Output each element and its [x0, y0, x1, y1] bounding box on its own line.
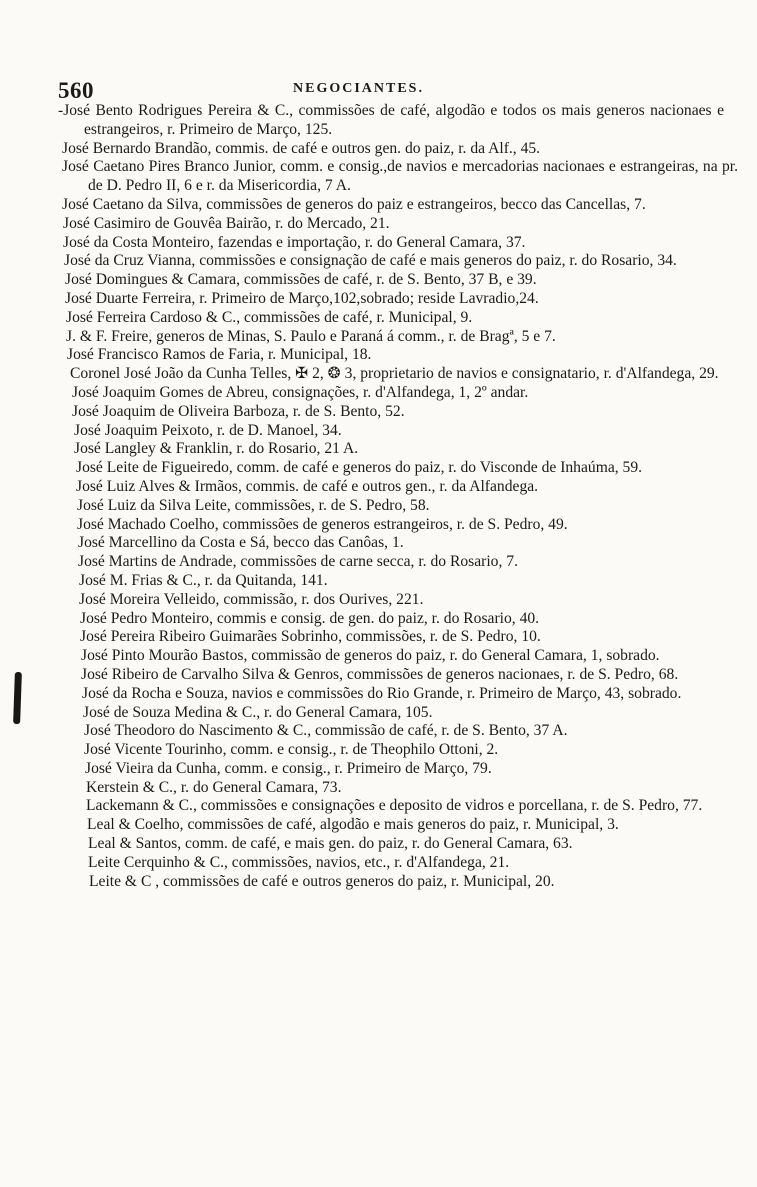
list-item: José da Cruz Vianna, commissões e consignação de café e mais generos do paiz, r. do Rosario, 34.: [64, 252, 677, 270]
list-item: José Machado Coelho, commissões de generos estrangeiros, r. de S. Pedro, 49.: [77, 515, 568, 533]
list-item: Leite & C , commissões de café e outros generos do paiz, r. Municipal, 20.: [89, 872, 555, 890]
list-item: José da Costa Monteiro, fazendas e importação, r. do General Camara, 37.: [63, 233, 526, 251]
list-item: José Bernardo Brandão, commis. de café e outros gen. do paiz, r. da Alf., 45.: [62, 139, 541, 157]
list-item: José Martins de Andrade, commissões de carne secca, r. do Rosario, 7.: [78, 553, 518, 571]
list-item: José Duarte Ferreira, r. Primeiro de Março,102,sobrado; reside Lavradio,24.: [65, 289, 539, 307]
list-item: Lackemann & C., commissões e consignações e deposito de vidros e porcellana, r. de S. Pedro, 77.: [86, 797, 703, 815]
list-item: José de Souza Medina & C., r. do General Camara, 105.: [83, 703, 433, 721]
list-item: José Ribeiro de Carvalho Silva & Genros, commissões de generos nacionaes, r. de S. Pedro, 68.: [81, 665, 679, 683]
list-item: José Langley & Franklin, r. do Rosario, 21 A.: [74, 440, 359, 458]
running-head: NEGOCIANTES.: [293, 81, 424, 96]
entry-list: [0, 102, 757, 891]
list-item: José Francisco Ramos de Faria, r. Municipal, 18.: [67, 346, 372, 364]
list-item: Coronel José João da Cunha Telles, ✠ 2, ❂ 3, proprietario de navios e consignatario, r. d'Alfandega, 29.: [70, 365, 719, 383]
list-item: José Moreira Velleido, commissão, r. dos Ourives, 221.: [79, 590, 424, 608]
list-item: José Leite de Figueiredo, comm. de café e generos do paiz, r. do Visconde de Inhaúma, 59.: [76, 459, 643, 477]
list-item: José Luiz da Silva Leite, commissões, r. de S. Pedro, 58.: [77, 496, 430, 514]
list-item: Leite Cerquinho & C., commissões, navios, etc., r. d'Alfandega, 21.: [88, 853, 510, 871]
list-item: Leal & Coelho, commissões de café, algodão e mais generos do paiz, r. Municipal, 3.: [87, 816, 619, 834]
list-item: José Theodoro do Nascimento & C., commissão de café, r. de S. Bento, 37 A.: [84, 722, 568, 740]
list-item: Leal & Santos, comm. de café, e mais gen. do paiz, r. do General Camara, 63.: [88, 835, 573, 853]
list-item: José Vicente Tourinho, comm. e consig., r. de Theophilo Ottoni, 2.: [84, 741, 499, 759]
page-header: [58, 78, 698, 102]
list-item: Kerstein & C., r. do General Camara, 73.: [86, 778, 342, 796]
list-item: José Vieira da Cunha, comm. e consig., r. Primeiro de Março, 79.: [85, 759, 492, 777]
list-item: José Marcellino da Costa e Sá, becco das Canôas, 1.: [78, 534, 404, 552]
list-item: José Domingues & Camara, commissões de café, r. de S. Bento, 37 B, e 39.: [65, 271, 537, 289]
list-item: José Joaquim Gomes de Abreu, consignações, r. d'Alfandega, 1, 2º andar.: [72, 383, 529, 401]
list-item: José Luiz Alves & Irmãos, commis. de café e outros gen., r. da Alfandega.: [76, 477, 539, 495]
list-item: José Caetano Pires Branco Junior, comm. e consig.,de navios e mercadorias nacionaes e estrangeiras, na pr. de D. Pedro II, 6 e r. da Misericordia, 7 A.: [62, 158, 738, 195]
list-item: José Joaquim Peixoto, r. de D. Manoel, 34.: [74, 421, 342, 439]
list-item: José Ferreira Cardoso & C., commissões de café, r. Municipal, 9.: [66, 308, 473, 326]
list-item: José M. Frias & C., r. da Quitanda, 141.: [79, 571, 328, 589]
list-item: José Caetano da Silva, commissões de generos do paiz e estrangeiros, becco das Cancellas, 7.: [62, 195, 646, 213]
list-item: José Casimiro de Gouvêa Bairão, r. do Mercado, 21.: [63, 214, 390, 232]
list-item: J. & F. Freire, generos de Minas, S. Paulo e Paraná á comm., r. de Bragª, 5 e 7.: [66, 327, 556, 345]
list-item: José Pedro Monteiro, commis e consig. de gen. do paiz, r. do Rosario, 40.: [80, 609, 540, 627]
list-item: José Pereira Ribeiro Guimarães Sobrinho, commissões, r. de S. Pedro, 10.: [80, 628, 541, 646]
list-item: José Pinto Mourão Bastos, commissão de generos do paiz, r. do General Camara, 1, sobrado.: [81, 647, 660, 665]
page-number: 560: [58, 78, 94, 103]
list-item: José Joaquim de Oliveira Barboza, r. de S. Bento, 52.: [72, 402, 405, 420]
list-item: -José Bento Rodrigues Pereira & C., commissões de café, algodão e todos os mais generos nacionaes e estrangeiros, r. Primeiro de Março, 125.: [58, 102, 724, 138]
list-item: José da Rocha e Souza, navios e commissões do Rio Grande, r. Primeiro de Março, 43, sobrado.: [82, 684, 682, 702]
